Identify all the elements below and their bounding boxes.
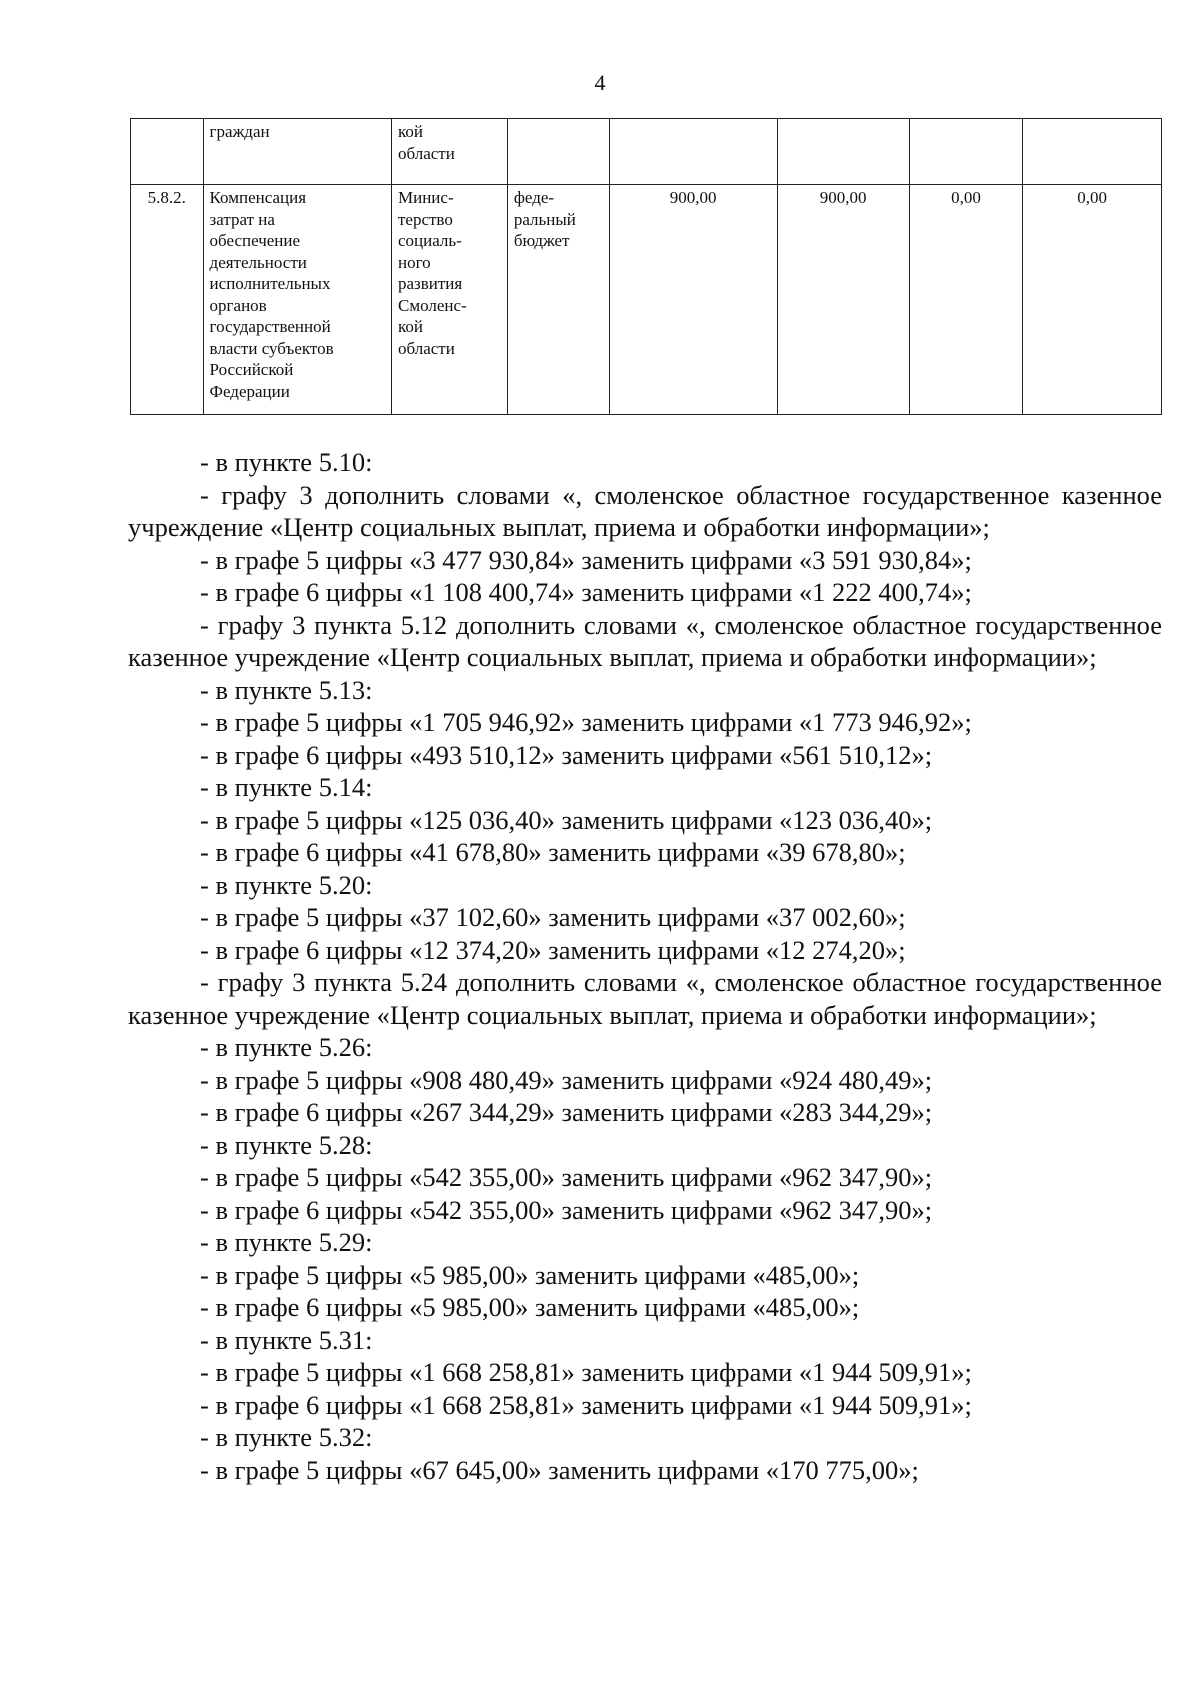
text-line: - в графе 6 цифры «41 678,80» заменить цифрами «39 678,80»; [200, 837, 906, 867]
text-line: - в графе 6 цифры «1 668 258,81» заменить цифрами «1 944 509,91»; [200, 1389, 972, 1420]
text-line: - в пункте 5.10: [200, 447, 373, 477]
text-paragraph: - графу 3 пункта 5.24 дополнить словами «, смоленское областное государственное казенное учреждение «Центр социальных выплат, приема и обработки информации»; [128, 967, 1162, 1030]
text-line: - в графе 6 цифры «5 985,00» заменить цифрами «485,00»; [200, 1292, 860, 1322]
text-line: - в графе 5 цифры «1 705 946,92» заменить цифрами «1 773 946,92»; [200, 707, 972, 737]
text-line: - в пункте 5.13: [200, 674, 373, 705]
cell-funding-source [507, 119, 609, 185]
text-line: - в графе 5 цифры «542 355,00» заменить цифрами «962 347,90»; [200, 1162, 933, 1192]
text-line: - в графе 5 цифры «1 668 258,81» заменить цифрами «1 944 509,91»; [200, 1357, 972, 1387]
cell-year-1 [777, 119, 909, 185]
text-line: - в пункте 5.14: [200, 772, 373, 802]
text-line: - в пункте 5.20: [200, 869, 373, 900]
cell-year-3 [1023, 119, 1162, 185]
text-line: - в пункте 5.32: [200, 1422, 373, 1452]
table-row [131, 185, 1162, 415]
cell-year-1: 900,00 [777, 185, 909, 415]
cell-year-3: 0,00 [1023, 185, 1162, 415]
text-line: - в графе 5 цифры «3 477 930,84» заменить цифрами «3 591 930,84»; [200, 544, 972, 575]
text-line: - в пункте 5.28: [200, 1129, 373, 1160]
text-line: - в пункте 5.31: [200, 1324, 373, 1355]
cell-number [131, 119, 204, 185]
cell-number: 5.8.2. [131, 185, 204, 415]
text-line: - в графе 5 цифры «67 645,00» заменить цифрами «170 775,00»; [200, 1454, 919, 1485]
page-number: 4 [594, 70, 606, 95]
text-line: - в графе 6 цифры «493 510,12» заменить цифрами «561 510,12»; [200, 739, 933, 770]
program-table [130, 118, 1162, 415]
cell-executor: кой области [391, 119, 507, 185]
table-row [131, 119, 1162, 185]
cell-executor: Минис- терство социаль- ного развития Смоленс- кой области [391, 185, 507, 415]
text-line: - в графе 6 цифры «542 355,00» заменить цифрами «962 347,90»; [200, 1194, 933, 1225]
text-line: - в графе 5 цифры «5 985,00» заменить цифрами «485,00»; [200, 1259, 860, 1290]
cell-year-2 [909, 119, 1023, 185]
text-paragraph: - графу 3 пункта 5.12 дополнить словами «, смоленское областное государственное казенное учреждение «Центр социальных выплат, приема и обработки информации»; [128, 609, 1162, 672]
text-line: - в графе 6 цифры «267 344,29» заменить цифрами «283 344,29»; [200, 1097, 933, 1127]
text-line: - в графе 5 цифры «37 102,60» заменить цифрами «37 002,60»; [200, 902, 906, 932]
text-line: - в пункте 5.29: [200, 1227, 373, 1257]
text-line: - в графе 6 цифры «1 108 400,74» заменить цифрами «1 222 400,74»; [200, 577, 972, 607]
text-line: - в графе 5 цифры «125 036,40» заменить цифрами «123 036,40»; [200, 804, 933, 835]
cell-year-2: 0,00 [909, 185, 1023, 415]
cell-funding-source: феде- ральный бюджет [507, 185, 609, 415]
cell-total: 900,00 [609, 185, 777, 415]
text-paragraph: - графу 3 дополнить словами «, смоленское областное государственное казенное учреждение «Центр социальных выплат, приема и обработки информации»; [128, 479, 1162, 542]
cell-total [609, 119, 777, 185]
text-line: - в пункте 5.26: [200, 1032, 373, 1062]
text-line: - в графе 6 цифры «12 374,20» заменить цифрами «12 274,20»; [200, 934, 906, 965]
text-line: - в графе 5 цифры «908 480,49» заменить цифрами «924 480,49»; [200, 1064, 933, 1095]
cell-measure-name: граждан [203, 119, 391, 185]
cell-measure-name: Компенсация затрат на обеспечение деятельности исполнительных органов государственной власти субъектов Российской Федерации [203, 185, 391, 415]
amendments-text [128, 446, 1162, 1486]
